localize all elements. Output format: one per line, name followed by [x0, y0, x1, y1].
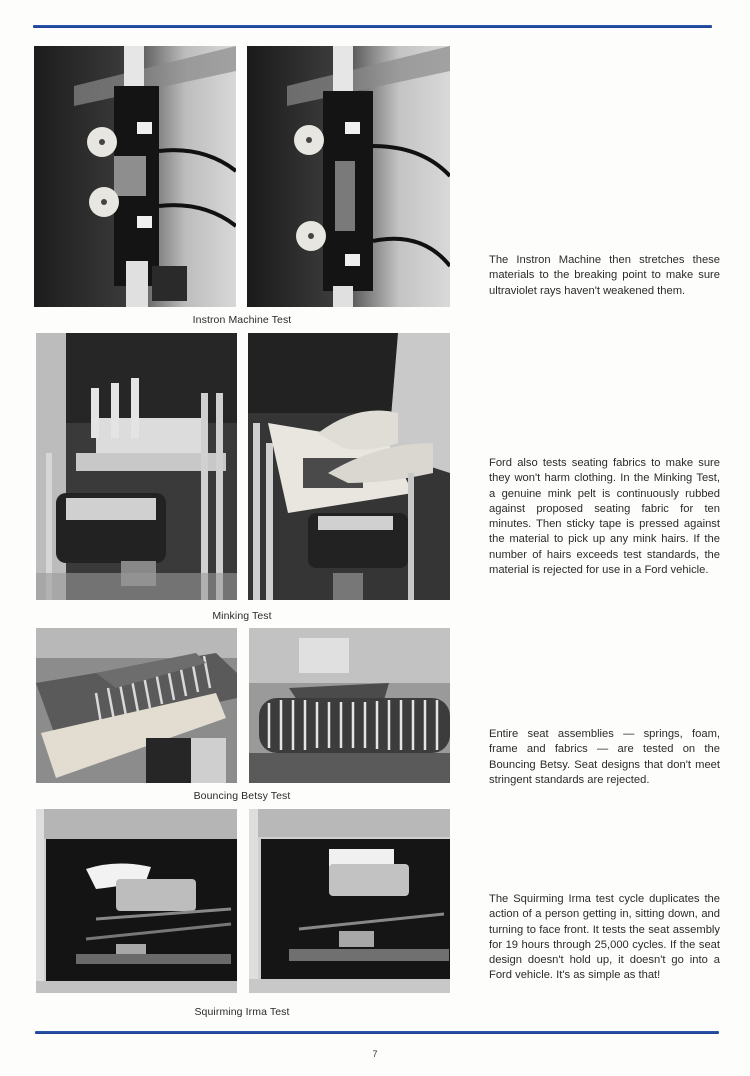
photo-instron-left	[34, 46, 236, 307]
photo-squirming-irma-right	[249, 809, 450, 993]
text-bouncing-betsy: Entire seat assemblies — springs, foam, frame and fabrics — are tested on the Bouncing Betsy. Seat designs that don't meet stringent standards are rejected.	[489, 728, 720, 786]
photo-bouncing-betsy-right	[249, 628, 450, 783]
caption-bouncing-betsy: Bouncing Betsy Test	[193, 790, 291, 802]
bottom-rule	[35, 1031, 719, 1034]
photo-minking-right	[248, 333, 450, 600]
top-rule	[33, 25, 712, 28]
caption-minking: Minking Test	[212, 610, 272, 622]
photo-minking-left	[36, 333, 237, 600]
text-instron: The Instron Machine then stretches these materials to the breaking point to make sure ultraviolet rays haven't weakened them.	[489, 254, 720, 297]
caption-squirming-irma: Squirming Irma Test	[194, 1006, 290, 1018]
photo-bouncing-betsy-left	[36, 628, 237, 783]
page-number: 7	[372, 1049, 378, 1059]
caption-instron: Instron Machine Test	[192, 314, 292, 326]
photo-instron-right	[247, 46, 450, 307]
text-squirming-irma: The Squirming Irma test cycle duplicates the action of a person getting in, sitting down, and turning to face front. It tests the seat assembly for 19 hours through 25,000 cycles. If the seat design doesn't hold up, it doesn't go into a Ford vehicle. It's as simple as that!	[489, 893, 720, 982]
text-minking: Ford also tests seating fabrics to make sure they won't harm clothing. In the Minking Test, a genuine mink pelt is continuously rubbed against proposed seating fabric for ten minutes. Then sticky tape is pressed against the material to pick up any mink hairs. If the number of hairs exceeds test standards, the material is rejected for use in a Ford vehicle.	[489, 457, 720, 577]
photo-squirming-irma-left	[36, 809, 237, 993]
